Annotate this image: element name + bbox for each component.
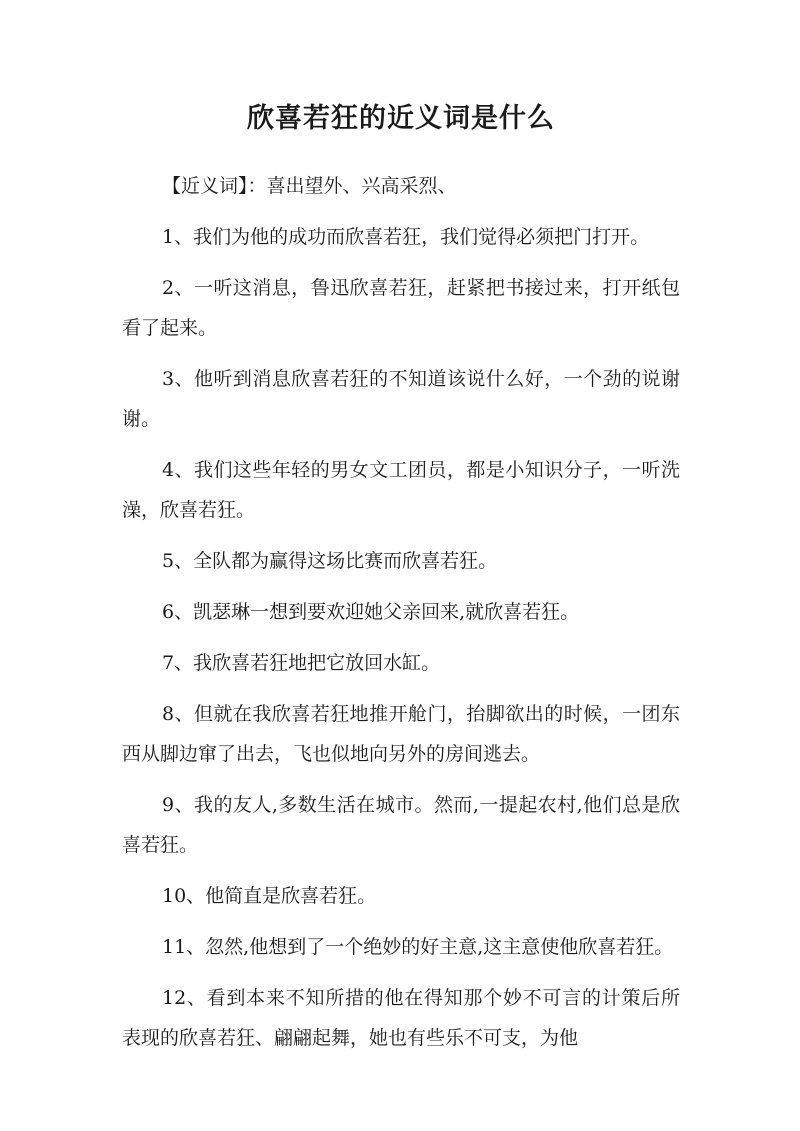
example-sentence-5: 5、全队都为赢得这场比赛而欣喜若狂。 <box>162 550 498 572</box>
document-title: 欣喜若狂的近义词是什么 <box>247 103 555 134</box>
example-sentence-10: 10、他简直是欣喜若狂。 <box>162 885 377 907</box>
example-sentence-9: 9、我的友人,多数生活在城市。然而,一提起农村,他们总是欣喜若狂。 <box>122 794 680 856</box>
example-sentence-2: 2、一听这消息，鲁迅欣喜若狂，赶紧把书接过来，打开纸包看了起来。 <box>122 277 680 339</box>
example-sentence-1: 1、我们为他的成功而欣喜若狂，我们觉得必须把门打开。 <box>162 226 650 248</box>
example-sentence-6: 6、凯瑟琳一想到要欢迎她父亲回来,就欣喜若狂。 <box>162 601 580 623</box>
example-sentence-3: 3、他听到消息欣喜若狂的不知道该说什么好，一个劲的说谢谢。 <box>122 368 680 430</box>
example-sentence-8: 8、但就在我欣喜若狂地推开舱门，抬脚欲出的时候，一团东西从脚边窜了出去，飞也似地向另外的房间逃去。 <box>122 703 680 765</box>
synonym-line: 【近义词】：喜出望外、兴高采烈、 <box>162 175 457 197</box>
example-sentence-11: 11、忽然,他想到了一个绝妙的好主意,这主意使他欣喜若狂。 <box>162 936 674 958</box>
example-sentence-4: 4、我们这些年轻的男女文工团员，都是小知识分子，一听洗澡，欣喜若狂。 <box>122 459 680 521</box>
example-sentence-12: 12、看到本来不知所措的他在得知那个妙不可言的计策后所表现的欣喜若狂、翩翩起舞，她也有些乐不可支，为他 <box>122 987 680 1049</box>
example-sentence-7: 7、我欣喜若狂地把它放回水缸。 <box>162 652 441 674</box>
